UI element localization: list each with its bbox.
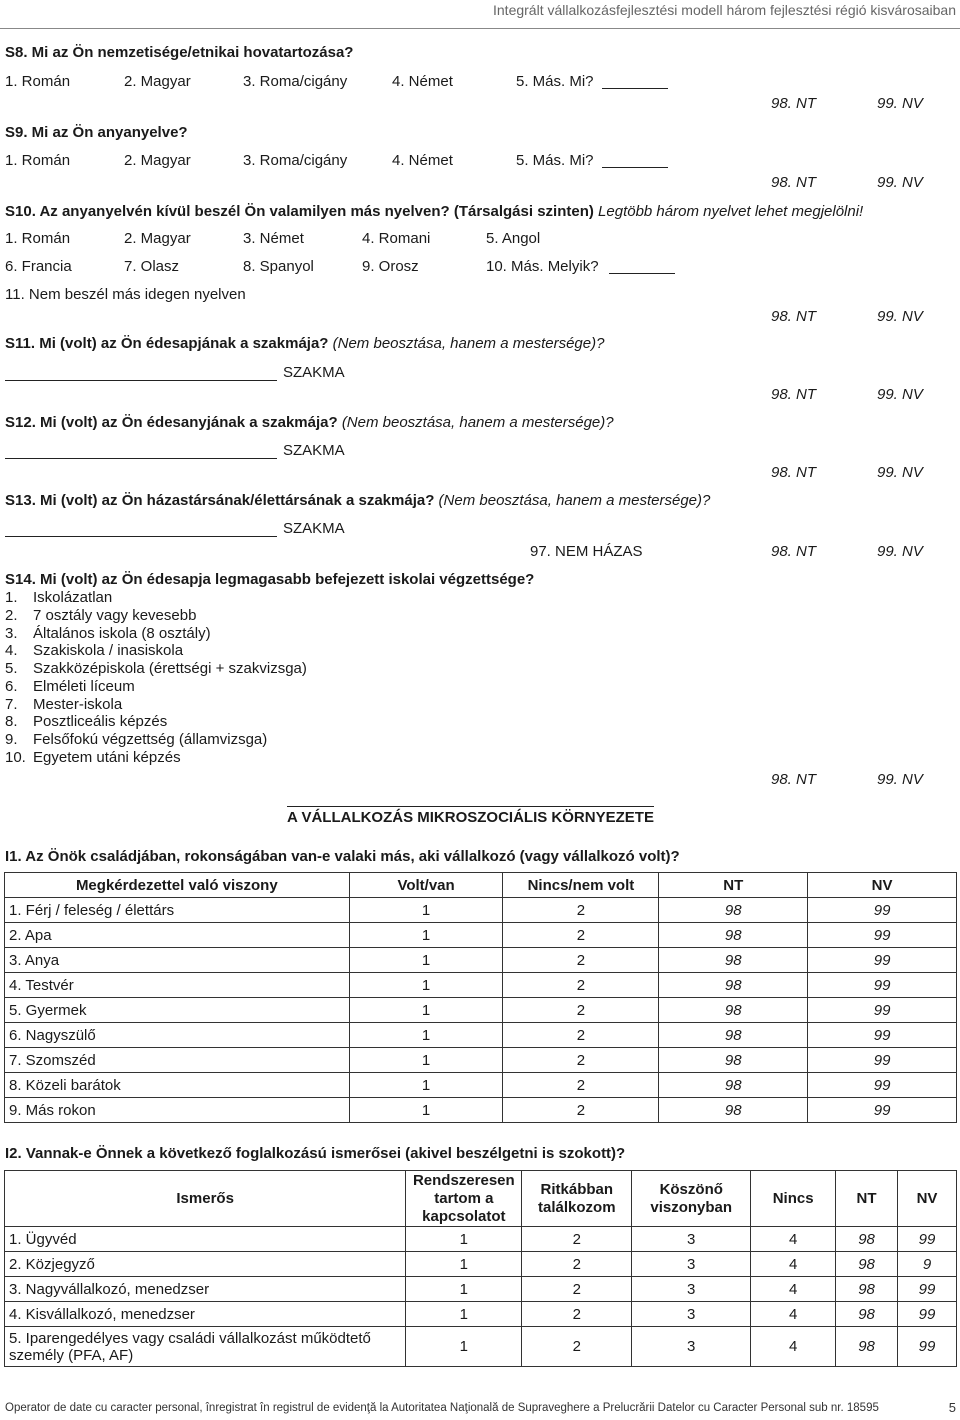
i2-cell-none[interactable]: 4 [751,1252,836,1277]
i2-cell-greeting[interactable]: 3 [632,1252,751,1277]
section-title: A VÁLLALKOZÁS MIKROSZOCIÁLIS KÖRNYEZETE [287,806,654,826]
s10-opt-7: 7. Olasz [124,258,180,275]
i2-cell-none[interactable]: 4 [751,1302,836,1327]
s14-item-num: 2. [5,607,18,624]
i1-cell-yes[interactable]: 1 [349,973,503,998]
s8-opt-2: 2. Magyar [124,73,191,90]
i1-cell-nv[interactable]: 99 [808,998,957,1023]
i2-col-contact: Ismerős [5,1171,406,1227]
s14-item-text: Mester-iskola [33,696,123,713]
s8-opt-1: 1. Román [5,73,71,90]
i2-cell-rarely[interactable]: 2 [522,1277,632,1302]
i1-row-label: 3. Anya [5,948,350,973]
table-row [5,1098,957,1123]
s14-item-4 [5,642,183,659]
i1-cell-yes[interactable]: 1 [349,923,503,948]
i1-cell-yes[interactable]: 1 [349,898,503,923]
i1-cell-no[interactable]: 2 [503,898,659,923]
s10-opt-4: 4. Romani [362,230,431,247]
i1-cell-nv[interactable]: 99 [808,1073,957,1098]
i1-row-label: 2. Apa [5,923,350,948]
s11-question-text: S11. Mi (volt) az Ön édesapjának a szakmája? [5,335,329,352]
s10-opt-2: 2. Magyar [124,230,191,247]
s14-item-num: 6. [5,678,18,695]
s8-nt: 98. NT [771,95,817,112]
s13-answer-line[interactable] [5,536,277,537]
s14-item-num: 9. [5,731,18,748]
i2-cell-greeting[interactable]: 3 [632,1302,751,1327]
i1-col-yes: Volt/van [349,873,503,898]
i1-cell-nt[interactable]: 98 [659,1023,808,1048]
i2-col-rarely: Ritkábban találkozom [522,1171,632,1227]
i2-header-row [5,1171,957,1227]
s14-item-10 [5,749,181,766]
s10-opt-6: 6. Francia [5,258,72,275]
s9-opt-5: 5. Más. Mi? [516,152,594,169]
s14-item-text: Egyetem utáni képzés [33,749,181,766]
s9-opt-1: 1. Román [5,152,71,169]
i1-row-label: 7. Szomszéd [5,1048,350,1073]
table-row [5,998,957,1023]
s14-item-num: 3. [5,625,18,642]
i2-cell-none[interactable]: 4 [751,1227,836,1252]
i2-cell-nt[interactable]: 98 [836,1227,898,1252]
i2-cell-rarely[interactable]: 2 [522,1252,632,1277]
i1-cell-no[interactable]: 2 [503,948,659,973]
s14-item-text: Szakközépiskola (érettségi + szakvizsga) [33,660,307,677]
s10-opt-1: 1. Román [5,230,71,247]
i2-col-nt: NT [836,1171,898,1227]
i1-cell-nv[interactable]: 99 [808,898,957,923]
table-row [5,1302,957,1327]
i1-cell-no[interactable]: 2 [503,1023,659,1048]
s12-answer-line[interactable] [5,458,277,459]
i1-cell-nt[interactable]: 98 [659,898,808,923]
i2-cell-greeting[interactable]: 3 [632,1227,751,1252]
s14-item-text: Iskolázatlan [33,589,113,606]
s14-item-text: Általános iskola (8 osztály) [33,625,211,642]
i1-cell-nt[interactable]: 98 [659,1098,808,1123]
i2-row-label: 3. Nagyvállalkozó, menedzser [5,1277,406,1302]
i1-row-label: 9. Más rokon [5,1098,350,1123]
s14-item-num: 10. [5,749,26,766]
i1-cell-nv[interactable]: 99 [808,973,957,998]
i2-question: I2. Vannak-e Önnek a következő foglalkozású ismerősei (akivel beszélgetni is szokott)? [5,1145,626,1162]
s10-opt-11: 11. Nem beszél más idegen nyelven [5,286,246,303]
s13-nem-hazas: 97. NEM HÁZAS [530,543,643,560]
i2-cell-rarely[interactable]: 2 [522,1227,632,1252]
i2-table [4,1170,957,1367]
i2-col-regular: Rendszeresen tartom a kapcsolatot [406,1171,522,1227]
i2-cell-rarely[interactable]: 2 [522,1327,632,1367]
i2-cell-nv[interactable]: 99 [898,1277,957,1302]
s9-other-blank[interactable] [602,167,668,168]
i1-col-no: Nincs/nem volt [503,873,659,898]
i1-row-label: 6. Nagyszülő [5,1023,350,1048]
i2-cell-none[interactable]: 4 [751,1327,836,1367]
s9-nt: 98. NT [771,174,817,191]
s14-item-6 [5,678,135,695]
s12-note: (Nem beosztása, hanem a mestersége)? [341,414,614,431]
i2-cell-regular[interactable]: 1 [406,1302,522,1327]
i2-col-none: Nincs [751,1171,836,1227]
s12-question [5,414,614,431]
i2-cell-greeting[interactable]: 3 [632,1327,751,1367]
s9-nv: 99. NV [877,174,923,191]
s14-item-5 [5,660,307,677]
i1-cell-nv[interactable]: 99 [808,923,957,948]
i1-row-label: 1. Férj / feleség / élettárs [5,898,350,923]
s13-note: (Nem beosztása, hanem a mestersége)? [438,492,711,509]
i1-question: I1. Az Önök családjában, rokonságában van-e valaki más, aki vállalkozó (vagy vállalkozó volt)? [5,848,680,865]
s8-opt-5: 5. Más. Mi? [516,73,594,90]
i2-cell-rarely[interactable]: 2 [522,1302,632,1327]
s14-item-text: Elméleti líceum [33,678,135,695]
s11-answer-line[interactable] [5,380,277,381]
i1-cell-yes[interactable]: 1 [349,1073,503,1098]
table-row [5,1327,957,1367]
i1-cell-nv[interactable]: 99 [808,1098,957,1123]
i2-cell-regular[interactable]: 1 [406,1327,522,1367]
s12-question-text: S12. Mi (volt) az Ön édesanyjának a szakmája? [5,414,338,431]
page-header: Integrált vállalkozásfejlesztési modell három fejlesztési régió kisvárosaiban [493,2,956,18]
i2-row-label: 4. Kisvállalkozó, menedzser [5,1302,406,1327]
s10-nv: 99. NV [877,308,923,325]
i1-cell-no[interactable]: 2 [503,973,659,998]
i1-cell-nt[interactable]: 98 [659,998,808,1023]
table-row [5,1252,957,1277]
s14-item-3 [5,625,211,642]
i2-cell-greeting[interactable]: 3 [632,1277,751,1302]
i1-cell-nv[interactable]: 99 [808,1048,957,1073]
s8-question: S8. Mi az Ön nemzetisége/etnikai hovatartozása? [5,44,354,61]
i2-cell-nv[interactable]: 99 [898,1227,957,1252]
i2-cell-nv[interactable]: 9 [898,1252,957,1277]
s10-opt-5: 5. Angol [486,230,541,247]
s14-item-1 [5,589,112,606]
i2-col-nv: NV [898,1171,957,1227]
table-row [5,1277,957,1302]
i1-cell-nv[interactable]: 99 [808,948,957,973]
i2-cell-none[interactable]: 4 [751,1277,836,1302]
i1-cell-yes[interactable]: 1 [349,948,503,973]
i2-cell-regular[interactable]: 1 [406,1277,522,1302]
s11-question [5,335,604,352]
s8-opt-3: 3. Roma/cigány [243,73,348,90]
s8-nv: 99. NV [877,95,923,112]
header-rule [0,28,960,29]
s14-nt: 98. NT [771,771,817,788]
i1-cell-yes[interactable]: 1 [349,1098,503,1123]
i2-cell-regular[interactable]: 1 [406,1252,522,1277]
i1-cell-no[interactable]: 2 [503,923,659,948]
footer-text: Operator de date cu caracter personal, înregistrat în registrul de evidenţă la Autoritatea Naţională de Supraveghere a Prelucrării Datelor cu Caracter Personal sub nr. 18595 [5,1402,879,1414]
s14-item-9 [5,731,267,748]
i1-row-label: 8. Közeli barátok [5,1073,350,1098]
i1-cell-nt[interactable]: 98 [659,1073,808,1098]
s14-item-num: 8. [5,713,18,730]
i2-cell-nt[interactable]: 98 [836,1302,898,1327]
s10-opt-8: 8. Spanyol [243,258,314,275]
i1-cell-nt[interactable]: 98 [659,973,808,998]
i1-cell-no[interactable]: 2 [503,1073,659,1098]
i1-header-row [5,873,957,898]
s9-question: S9. Mi az Ön anyanyelve? [5,124,188,141]
s14-item-num: 1. [5,589,18,606]
table-row [5,1023,957,1048]
i1-table [4,872,957,1123]
s9-opt-2: 2. Magyar [124,152,191,169]
i1-cell-no[interactable]: 2 [503,1048,659,1073]
s13-nt: 98. NT [771,543,817,560]
s13-field-label: SZAKMA [283,520,345,537]
i2-row-label: 2. Közjegyző [5,1252,406,1277]
s10-question [5,203,863,220]
s14-question: S14. Mi (volt) az Ön édesapja legmagasabb befejezett iskolai végzettsége? [5,571,535,588]
i2-col-greeting: Köszönő viszonyban [632,1171,751,1227]
i1-cell-nt[interactable]: 98 [659,948,808,973]
i1-col-relation: Megkérdezettel való viszony [5,873,350,898]
i1-col-nt: NT [659,873,808,898]
s14-nv: 99. NV [877,771,923,788]
i1-row-label: 4. Testvér [5,973,350,998]
table-row [5,1073,957,1098]
i2-row-label: 1. Ügyvéd [5,1227,406,1252]
s11-nt: 98. NT [771,386,817,403]
i2-cell-nt[interactable]: 98 [836,1327,898,1367]
s12-nv: 99. NV [877,464,923,481]
i1-cell-no[interactable]: 2 [503,1098,659,1123]
i1-cell-nt[interactable]: 98 [659,923,808,948]
s9-opt-4: 4. Német [392,152,453,169]
s8-other-blank[interactable] [602,88,668,89]
s14-item-8 [5,713,167,730]
s14-item-text: 7 osztály vagy kevesebb [33,607,197,624]
s12-nt: 98. NT [771,464,817,481]
s14-item-2 [5,607,196,624]
s10-opt-3: 3. Német [243,230,304,247]
table-row [5,1227,957,1252]
s10-other-blank[interactable] [609,273,675,274]
s11-note: (Nem beosztása, hanem a mestersége)? [332,335,605,352]
s10-note: Legtöbb három nyelvet lehet megjelölni! [598,203,864,220]
i1-cell-nv[interactable]: 99 [808,1023,957,1048]
s10-question-text: S10. Az anyanyelvén kívül beszél Ön valamilyen más nyelven? (Társalgási szinten) [5,203,594,220]
s14-item-num: 4. [5,642,18,659]
i2-cell-nv[interactable]: 99 [898,1327,957,1367]
s14-item-text: Posztliceális képzés [33,713,168,730]
s9-opt-3: 3. Roma/cigány [243,152,348,169]
s11-field-label: SZAKMA [283,364,345,381]
i1-cell-yes[interactable]: 1 [349,1023,503,1048]
table-row [5,898,957,923]
s14-item-num: 5. [5,660,18,677]
i1-col-nv: NV [808,873,957,898]
s14-item-num: 7. [5,696,18,713]
table-row [5,973,957,998]
s8-opt-4: 4. Német [392,73,453,90]
s11-nv: 99. NV [877,386,923,403]
i1-cell-nt[interactable]: 98 [659,1048,808,1073]
i2-cell-nt[interactable]: 98 [836,1277,898,1302]
i1-cell-yes[interactable]: 1 [349,1048,503,1073]
s10-opt-10: 10. Más. Melyik? [486,258,599,275]
s13-nv: 99. NV [877,543,923,560]
i2-row-label: 5. Iparengedélyes vagy családi vállalkozást működtető személy (PFA, AF) [5,1327,406,1367]
page-number: 5 [948,1400,956,1415]
s12-field-label: SZAKMA [283,442,345,459]
s13-question [5,492,710,509]
table-row [5,923,957,948]
table-row [5,1048,957,1073]
table-row [5,948,957,973]
i2-cell-nv[interactable]: 99 [898,1302,957,1327]
s14-item-text: Felsőfokú végzettség (államvizsga) [33,731,268,748]
i1-row-label: 5. Gyermek [5,998,350,1023]
s10-opt-9: 9. Orosz [362,258,419,275]
s14-item-7 [5,696,122,713]
s14-item-text: Szakiskola / inasiskola [33,642,184,659]
i1-cell-no[interactable]: 2 [503,998,659,1023]
i1-cell-yes[interactable]: 1 [349,998,503,1023]
i2-cell-regular[interactable]: 1 [406,1227,522,1252]
s13-question-text: S13. Mi (volt) az Ön házastársának/élettársának a szakmája? [5,492,435,509]
s10-nt: 98. NT [771,308,817,325]
i2-cell-nt[interactable]: 98 [836,1252,898,1277]
